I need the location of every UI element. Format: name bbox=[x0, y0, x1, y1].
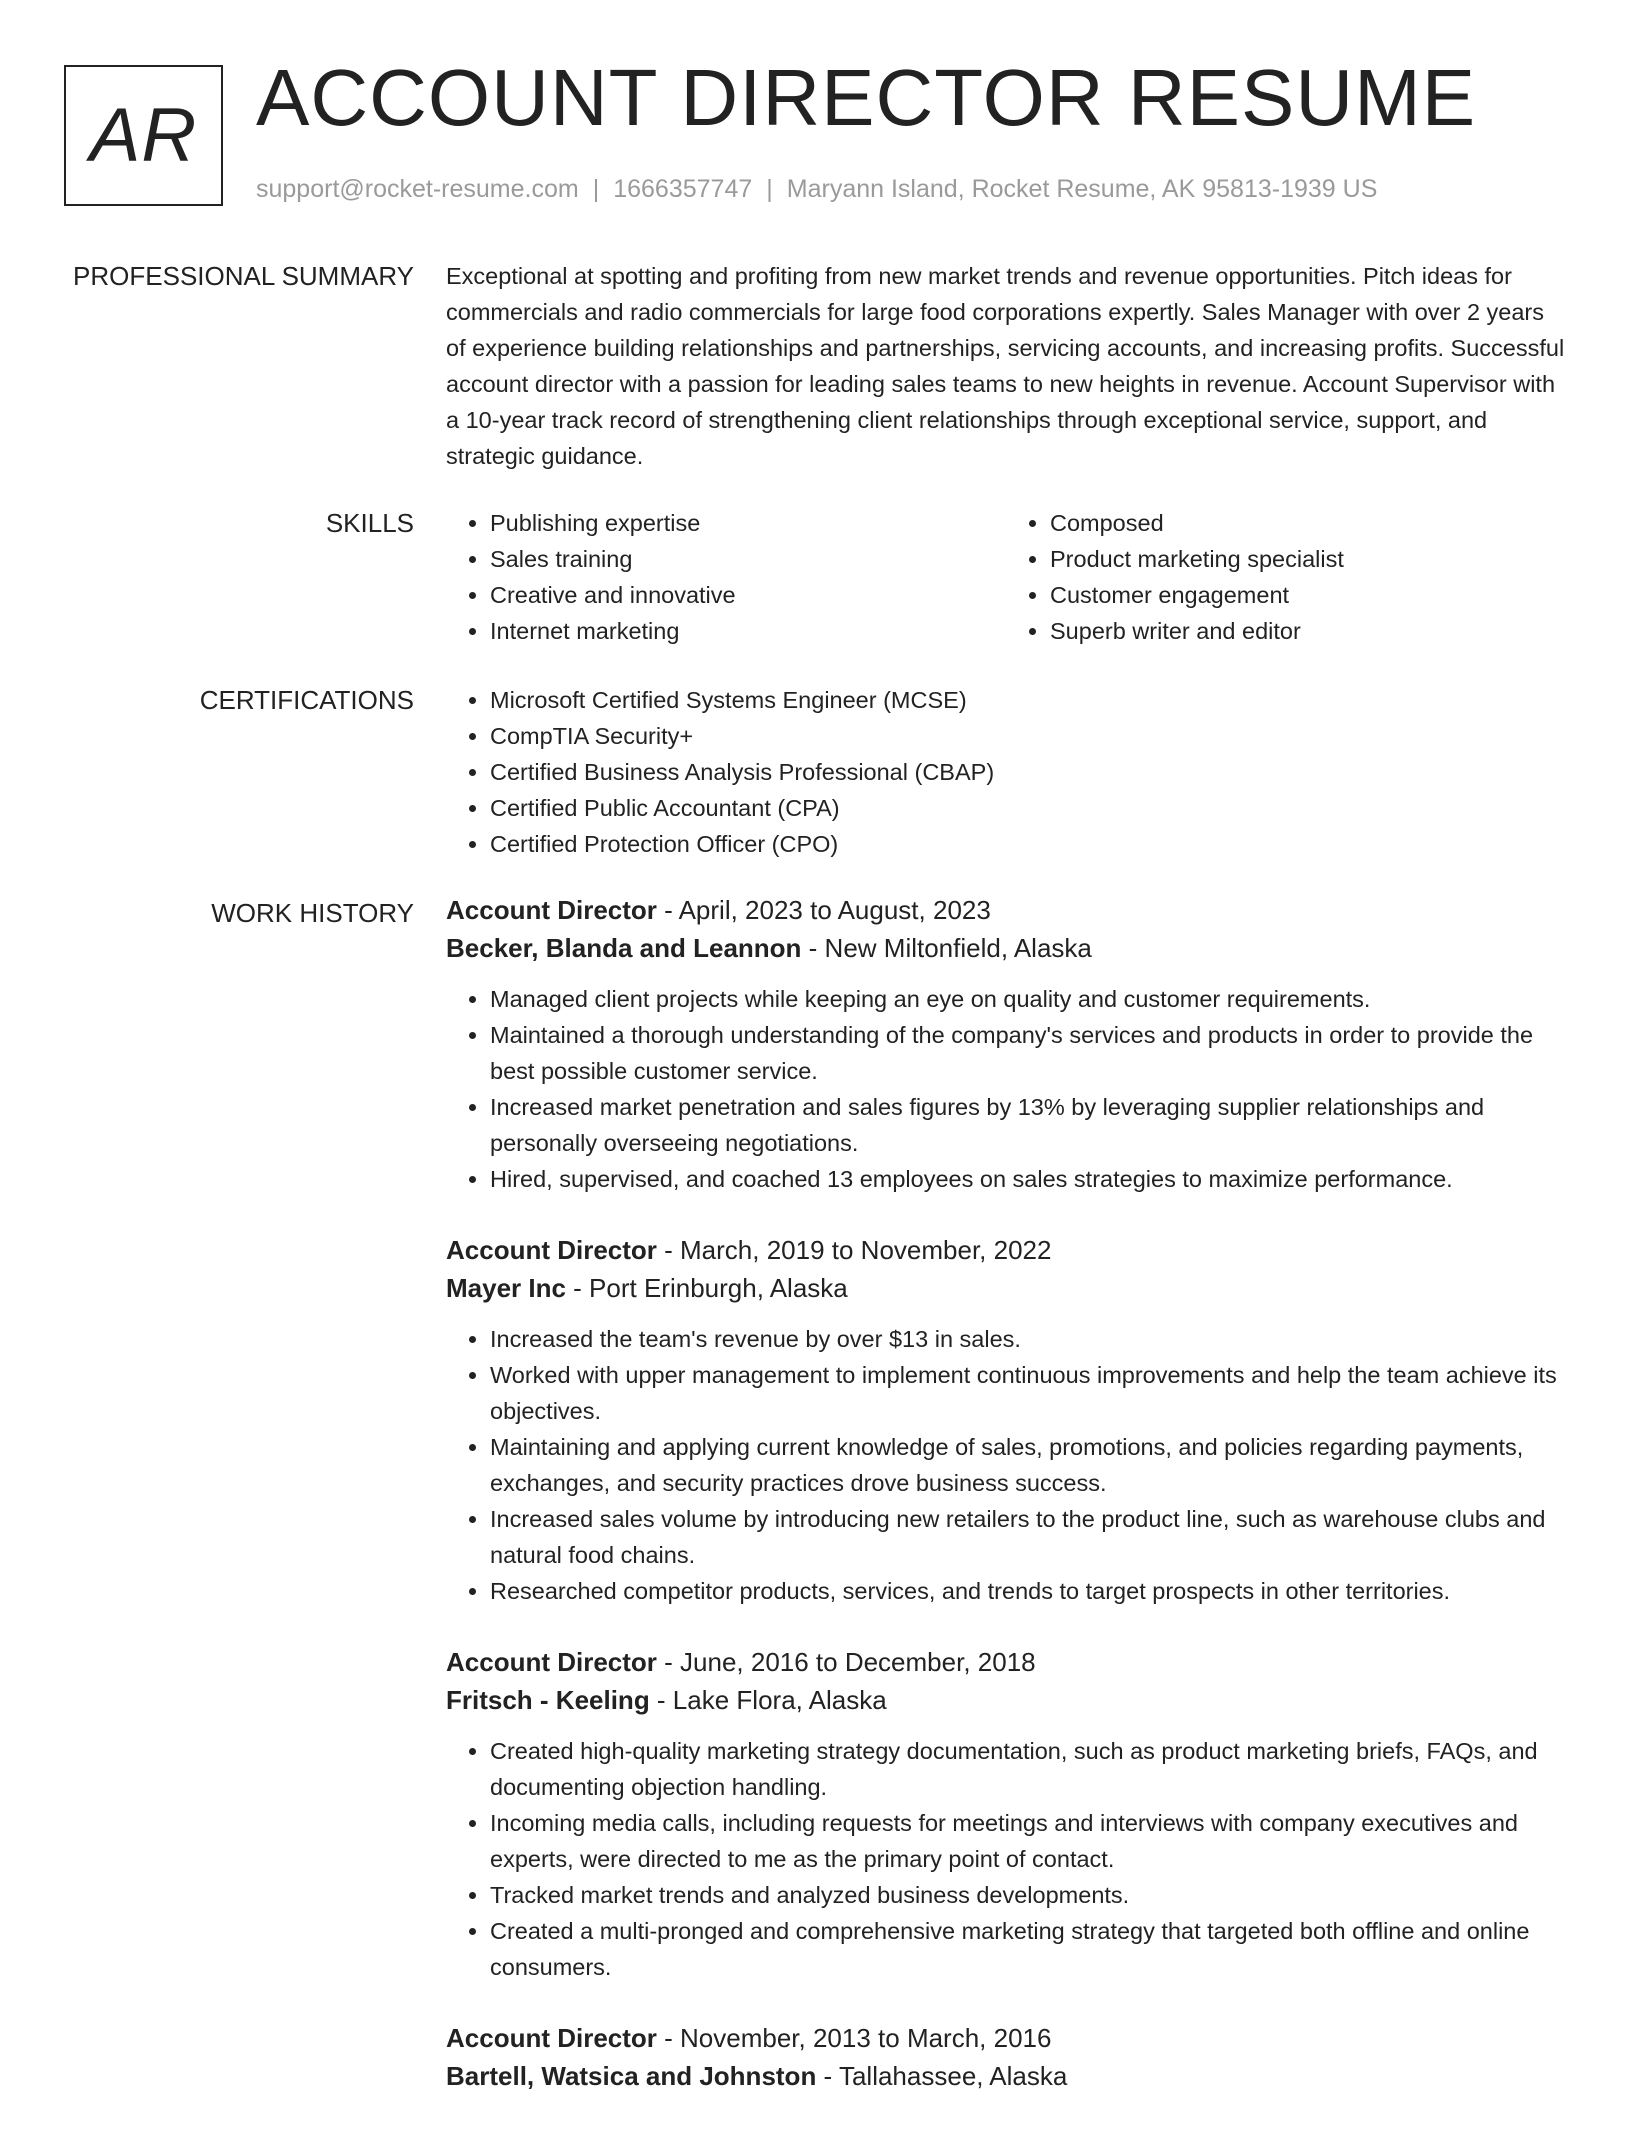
job-bullet: • Incoming media calls, including requests for meetings and interviews with company executives and experts, were directed to me as the primary point of contact. bbox=[490, 1805, 1566, 1877]
work-history-label: WORK HISTORY bbox=[211, 898, 414, 928]
job-title-line bbox=[446, 891, 1566, 929]
job-company-line bbox=[446, 2057, 1566, 2095]
summary-text: Exceptional at spotting and profiting from new market trends and revenue opportunities. Pitch ideas for commercials and radio commercials for large food corporations expertly. Sales Manager with over 2 years of experience building relationships and partnerships, servicing accounts, and increasing profits. Successful account director with a passion for leading sales teams to new heights in revenue. Account Supervisor with a 10-year track record of strengthening client relationships through exceptional service, support, and strategic guidance. bbox=[446, 263, 1565, 469]
contact-line bbox=[256, 174, 1377, 204]
job-company: Fritsch - Keeling bbox=[446, 1685, 650, 1715]
skill-item: • Superb writer and editor bbox=[1050, 613, 1566, 649]
job-entry bbox=[446, 1643, 1566, 1985]
job-bullet: • Maintained a thorough understanding of the company's services and products in order to provide the best possible customer service. bbox=[490, 1017, 1566, 1089]
certifications-label: CERTIFICATIONS bbox=[199, 685, 414, 715]
job-bullet: • Worked with upper management to implement continuous improvements and help the team achieve its objectives. bbox=[490, 1357, 1566, 1429]
monogram-logo: AR bbox=[64, 65, 223, 206]
job-entry bbox=[446, 891, 1566, 1197]
job-company-line bbox=[446, 1269, 1566, 1307]
skill-item: • Sales training bbox=[490, 541, 1006, 577]
job-location: - New Miltonfield, Alaska bbox=[801, 933, 1092, 963]
certification-item: • CompTIA Security+ bbox=[490, 718, 1566, 754]
skill-item: • Publishing expertise bbox=[490, 505, 1006, 541]
job-bullet: • Researched competitor products, services, and trends to target prospects in other territories. bbox=[490, 1573, 1566, 1609]
skills-column-right bbox=[1006, 505, 1566, 649]
job-company: Mayer Inc bbox=[446, 1273, 566, 1303]
job-entry bbox=[446, 2019, 1566, 2095]
skills-column-left bbox=[446, 505, 1006, 649]
job-dates: - March, 2019 to November, 2022 bbox=[656, 1235, 1052, 1265]
job-bullet: • Increased sales volume by introducing new retailers to the product line, such as warehouse clubs and natural food chains. bbox=[490, 1501, 1566, 1573]
job-bullet: • Hired, supervised, and coached 13 employees on sales strategies to maximize performance. bbox=[490, 1161, 1566, 1197]
skill-item: • Customer engagement bbox=[1050, 577, 1566, 613]
job-bullet: • Managed client projects while keeping an eye on quality and customer requirements. bbox=[490, 981, 1566, 1017]
certification-item: • Certified Protection Officer (CPO) bbox=[490, 826, 1566, 862]
job-bullet: • Increased market penetration and sales figures by 13% by leveraging supplier relationships and personally overseeing negotiations. bbox=[490, 1089, 1566, 1161]
contact-address: Maryann Island, Rocket Resume, AK 95813-1939 US bbox=[786, 175, 1378, 203]
job-title: Account Director bbox=[446, 1647, 657, 1677]
job-dates: - November, 2013 to March, 2016 bbox=[656, 2023, 1052, 2053]
job-bullet: • Created a multi-pronged and comprehensive marketing strategy that targeted both offline and online consumers. bbox=[490, 1913, 1566, 1985]
job-title: Account Director bbox=[446, 1235, 657, 1265]
certification-item: • Microsoft Certified Systems Engineer (MCSE) bbox=[490, 682, 1566, 718]
job-bullets bbox=[446, 1321, 1566, 1609]
job-bullets bbox=[446, 981, 1566, 1197]
skill-item: • Product marketing specialist bbox=[1050, 541, 1566, 577]
separator: | bbox=[766, 175, 773, 203]
job-title-line bbox=[446, 1231, 1566, 1269]
work-history-list bbox=[446, 891, 1566, 2129]
job-location: - Port Erinburgh, Alaska bbox=[565, 1273, 848, 1303]
skills-label: SKILLS bbox=[325, 508, 414, 538]
job-bullets bbox=[446, 1733, 1566, 1985]
job-dates: - June, 2016 to December, 2018 bbox=[656, 1647, 1036, 1677]
job-title: Account Director bbox=[446, 895, 657, 925]
job-dates: - April, 2023 to August, 2023 bbox=[656, 895, 991, 925]
job-title: Account Director bbox=[446, 2023, 657, 2053]
job-title-line bbox=[446, 1643, 1566, 1681]
skills-list bbox=[446, 505, 1566, 649]
contact-email[interactable]: support@rocket-resume.com bbox=[256, 175, 579, 203]
resume-title: ACCOUNT DIRECTOR RESUME bbox=[256, 53, 1477, 142]
summary-label: PROFESSIONAL SUMMARY bbox=[73, 261, 414, 291]
skill-item: • Internet marketing bbox=[490, 613, 1006, 649]
separator: | bbox=[592, 175, 600, 203]
job-company: Becker, Blanda and Leannon bbox=[446, 933, 802, 963]
certification-item: • Certified Public Accountant (CPA) bbox=[490, 790, 1566, 826]
contact-phone[interactable]: 1666357747 bbox=[613, 175, 753, 203]
job-title-line bbox=[446, 2019, 1566, 2057]
skill-item: • Creative and innovative bbox=[490, 577, 1006, 613]
job-company: Bartell, Watsica and Johnston bbox=[446, 2061, 817, 2091]
job-bullet: • Increased the team's revenue by over $13 in sales. bbox=[490, 1321, 1566, 1357]
job-location: - Tallahassee, Alaska bbox=[816, 2061, 1068, 2091]
job-bullet: • Maintaining and applying current knowledge of sales, promotions, and policies regarding payments, exchanges, and security practices drove business success. bbox=[490, 1429, 1566, 1501]
job-bullet: • Created high-quality marketing strategy documentation, such as product marketing briefs, FAQs, and documenting objection handling. bbox=[490, 1733, 1566, 1805]
job-bullet: • Tracked market trends and analyzed business developments. bbox=[490, 1877, 1566, 1913]
job-location: - Lake Flora, Alaska bbox=[649, 1685, 887, 1715]
skill-item: • Composed bbox=[1050, 505, 1566, 541]
job-company-line bbox=[446, 1681, 1566, 1719]
certification-item: • Certified Business Analysis Professional (CBAP) bbox=[490, 754, 1566, 790]
certifications-list bbox=[446, 682, 1566, 862]
job-entry bbox=[446, 1231, 1566, 1609]
job-company-line bbox=[446, 929, 1566, 967]
